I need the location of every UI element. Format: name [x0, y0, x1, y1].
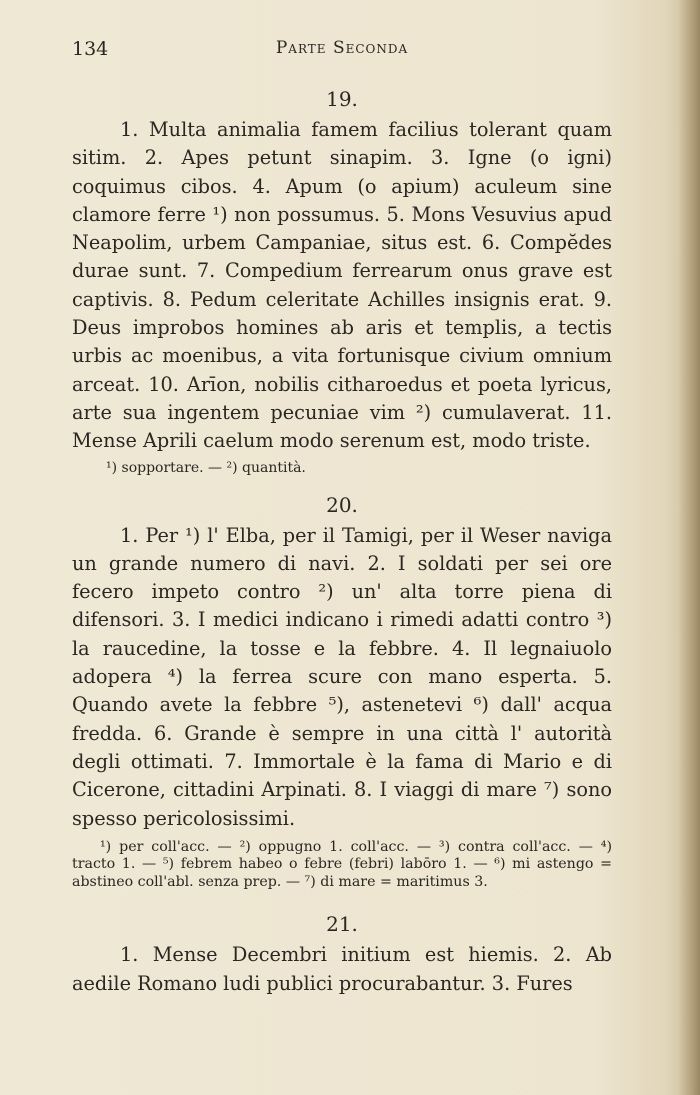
- exercise-text: 1. Multa animalia famem facilius tolerant quam sitim. 2. Apes petunt sinapim. 3. Igne (o igni) coquimus cibos. 4. Apum (o apium) aculeum sine clamore ferre ¹) non possumus. 5. Mons Vesuvius apud Neapolim, urbem Campaniae, situs est. 6. Compĕdes durae sunt. 7. Compedium ferrearum onus grave est captivis. 8. Pedum celeritate Achilles insignis erat. 9. Deus improbos homines ab aris et templis, a tectis urbis ac moenibus, a vita fortunisque civium omnium arceat. 10. Arīon, nobilis citharoedus et poeta lyricus, arte sua ingentem pecuniae vim ²) cumulaverat. 11. Mense Aprili caelum modo serenum est, modo triste.: [72, 118, 612, 453]
- exercise-21: [72, 907, 612, 998]
- section-number: 21.: [326, 912, 358, 937]
- exercise-19: [72, 82, 612, 476]
- section-number: 20.: [326, 492, 358, 517]
- page-edge-shadow: [678, 0, 700, 1095]
- exercise-text: 1. Per ¹) l' Elba, per il Tamigi, per il Weser naviga un grande numero di navi. 2. I soldati per sei ore fecero impeto contro ²) un' alta torre piena di difensori. 3. I medici indicano i rimedi adatti contro ³) la raucedine, la tosse e la febbre. 4. Il legnaiuolo adopera ⁴) la ferrea scure con mano esperta. 5. Quando avete la febbre ⁵), astenetevi ⁶) dall' acqua fredda. 6. Grande è sempre in una città l' autorità degli ottimati. 7. Immortale è la fama di Mario e di Cicerone, cittadini Arpinati. 8. I viaggi di mare ⁷) sono spesso pericolosissimi.: [72, 523, 612, 830]
- section-number: 19.: [326, 87, 358, 111]
- page-number: 134: [72, 38, 109, 60]
- page-header: [72, 38, 612, 68]
- page-content: [72, 82, 612, 998]
- footnotes: ¹) sopportare. — ²) quantità.: [106, 459, 306, 476]
- exercise-text: 1. Mense Decembri initium est hiemis. 2. Ab aedile Romano ludi publici procurabantur. 3. Fures: [72, 943, 612, 995]
- running-title: Parte Seconda: [275, 38, 409, 58]
- exercise-20: [72, 488, 612, 892]
- footnotes: ¹) per coll'acc. — ²) oppugno 1. coll'acc. — ³) contra coll'acc. — ⁴) tracto 1. — ⁵) febrem habeo o febre (febri) labōro 1. — ⁶) mi astengo = abstineo coll'abl. senza prep. — ⁷) di mare = maritimus 3.: [72, 838, 612, 890]
